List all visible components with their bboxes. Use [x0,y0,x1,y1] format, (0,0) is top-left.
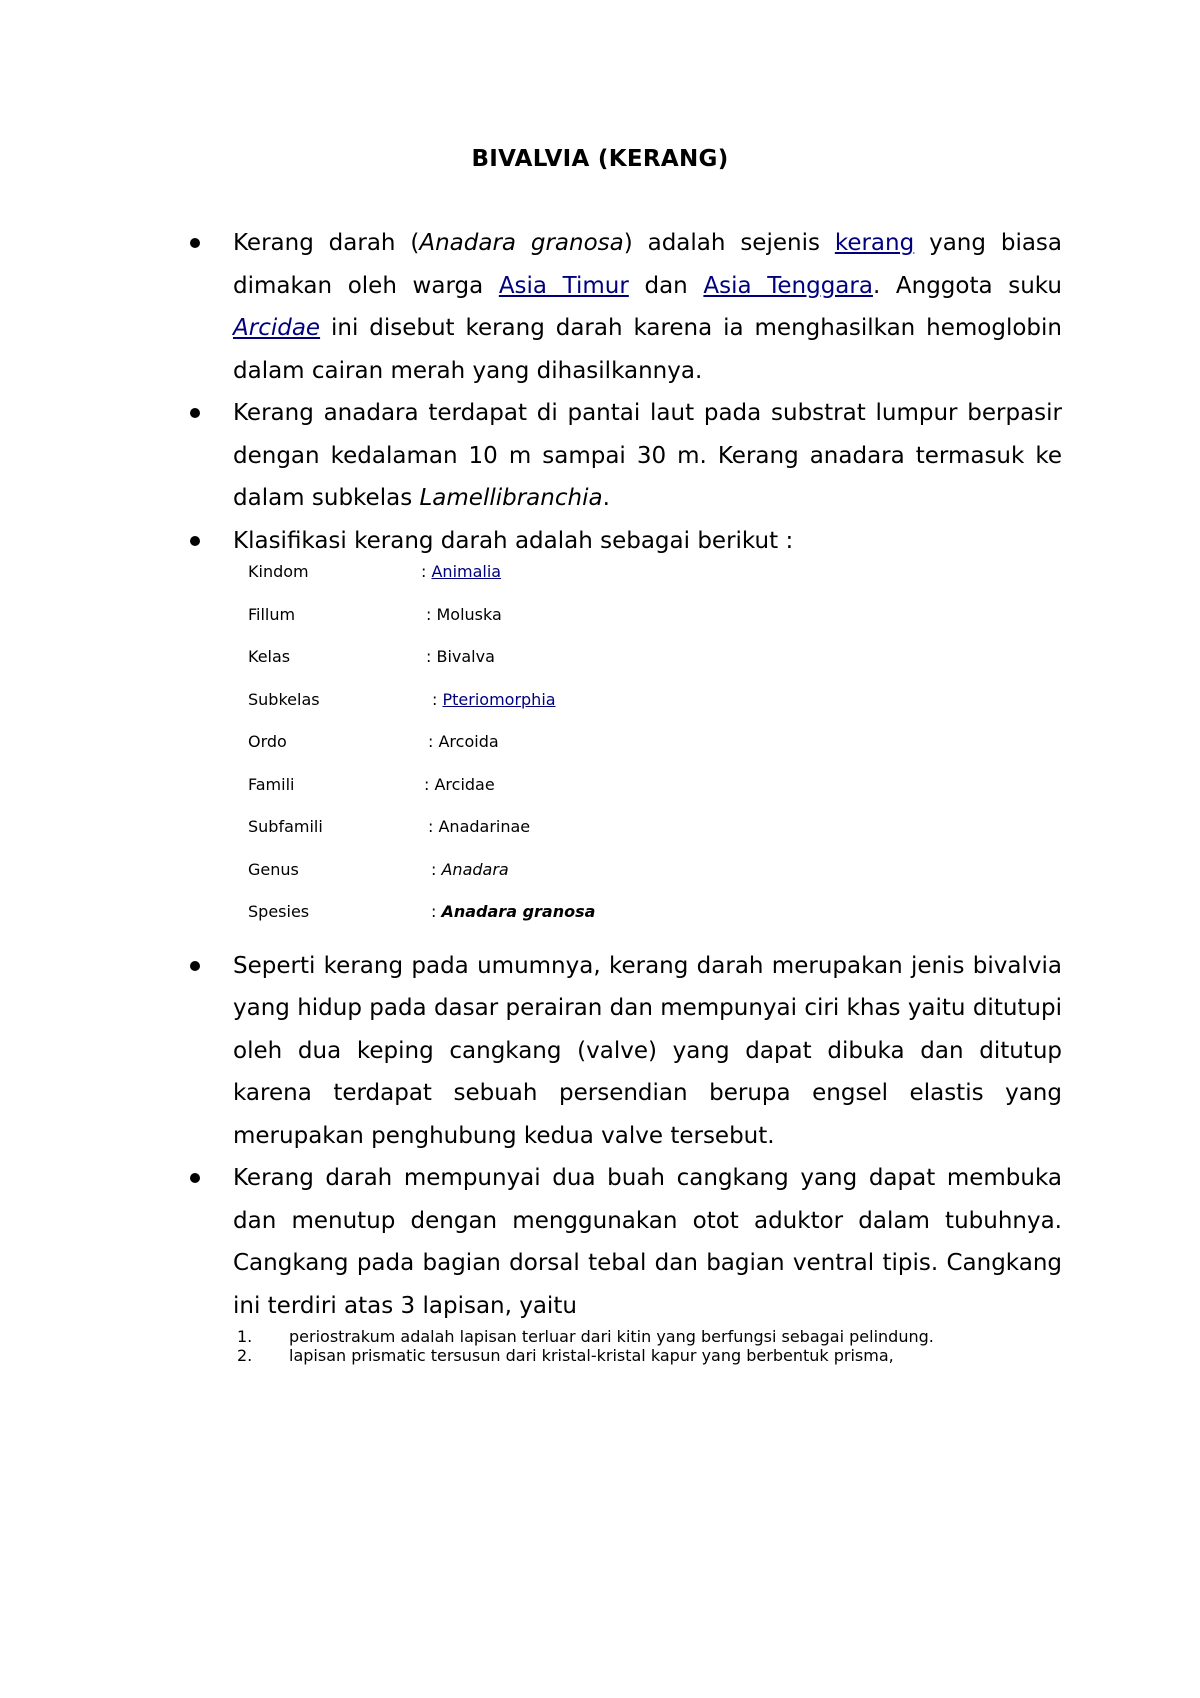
link-arcidae[interactable] [233,315,320,341]
link-asia-timur[interactable]: Asia Timur [498,272,629,299]
bullet-item-shell [190,1157,1062,1327]
bullet-item-habitat [190,392,1062,520]
bullet-item-definition [190,222,1062,392]
numbered-item [237,1346,1062,1365]
link-asia-tenggara[interactable]: Asia Tenggara [703,272,873,299]
taxo-row-kelas [248,647,1062,690]
item-number: 2. [237,1346,253,1365]
taxo-label: Subkelas [248,689,320,709]
taxo-label: Subfamili [248,817,323,836]
classification-intro: Klasifikasi kerang darah adalah sebagai berikut : [233,527,794,554]
text-span: Kerang darah ( [233,230,420,256]
text-span: Kerang darah mempunyai dua buah cangkang yang dapat membuka dan menutup dengan menggunakan otot aduktor dalam tubuhnya. Cangkang pada bagian dorsal tebal dan bagian ventral tipis. Cangkang ini terdiri atas 3 lapisan, yaitu [233,1165,1062,1319]
taxo-label: Kindom [248,562,309,581]
taxo-value-text: Arcidae [434,774,495,794]
taxo-value: : Pteriomorphia [432,689,556,709]
link-arcidae-text: Arcidae [233,315,321,341]
taxo-value: : Arcoida [428,732,499,751]
classification-table [248,562,1062,945]
document-title: BIVALVIA (KERANG) [471,146,729,172]
numbered-item [237,1327,1062,1346]
taxo-value: : Anadara granosa [431,902,596,921]
item-text: periostrakum adalah lapisan terluar dari kitin yang berfungsi sebagai pelindung. [289,1327,934,1346]
taxo-value-text: Anadarinae [438,817,531,836]
text-span: Kerang anadara terdapat di pantai laut pada substrat lumpur berpasir dengan kedalaman 10 m sampai 30 m. Kerang anadara termasuk ke dalam subkelas [233,400,1062,511]
text-span: yang biasa dimakan oleh warga [233,230,1063,299]
item-text: lapisan prismatic tersusun dari kristal-kristal kapur yang berbentuk prisma, [289,1346,894,1365]
bullet-item-classification [190,520,1062,563]
text-span: ini disebut kerang darah karena ia menghasilkan hemoglobin dalam cairan merah yang dihasilkannya. [233,315,1062,384]
taxo-row-kindom [248,562,1062,605]
bullet-item-description [190,945,1062,1158]
taxo-row-famili [248,775,1062,818]
taxo-label: Genus [248,859,299,879]
taxo-label: Famili [248,774,295,794]
taxo-label: Kelas [248,647,291,666]
taxo-value: : Moluska [426,604,502,624]
scientific-name: Anadara granosa [419,230,624,256]
taxo-label: Ordo [248,732,287,751]
text-span: dan [628,272,704,299]
taxo-value: : Anadara [431,859,509,879]
text-span: . [602,485,610,511]
taxo-value-text: Arcoida [438,732,499,751]
shell-layer-list [237,1327,1062,1365]
taxo-label: Fillum [248,604,296,624]
link-kerang[interactable]: kerang [834,230,915,256]
taxo-value-text: Moluska [436,604,502,624]
taxo-value: : Arcidae [424,774,495,794]
link-pteriomorphia[interactable]: Pteriomorphia [442,689,556,709]
taxo-row-subkelas [248,690,1062,733]
scientific-name: Lamellibranchia [419,485,603,511]
link-animalia[interactable]: Animalia [431,562,502,581]
taxo-value: : Anadarinae [428,817,531,836]
text-span: Seperti kerang pada umumnya, kerang darah merupakan jenis bivalvia yang hidup pada dasar perairan dan mempunyai ciri khas yaitu ditutupi oleh dua keping cangkang (valve) yang dapat dibuka dan ditutup karena terdapat sebuah persendian berupa engsel elastis yang merupakan penghubung kedua valve tersebut. [233,952,1062,1149]
taxo-label: Spesies [248,902,310,921]
taxo-row-spesies [248,902,1062,945]
text-span: . Anggota suku [872,272,1062,299]
taxo-row-subfamili [248,817,1062,860]
taxo-value-text: Anadara granosa [441,902,596,921]
taxo-value-text: Anadara [441,859,509,879]
taxo-row-ordo [248,732,1062,775]
taxo-row-genus [248,860,1062,903]
taxo-value: : Animalia [421,562,502,581]
taxo-value: : Bivalva [426,647,495,666]
taxo-row-fillum [248,605,1062,648]
item-number: 1. [237,1327,253,1346]
taxo-value-text: Bivalva [436,647,495,666]
bullet-list [190,222,1062,1365]
text-span: ) adalah sejenis [623,230,835,256]
